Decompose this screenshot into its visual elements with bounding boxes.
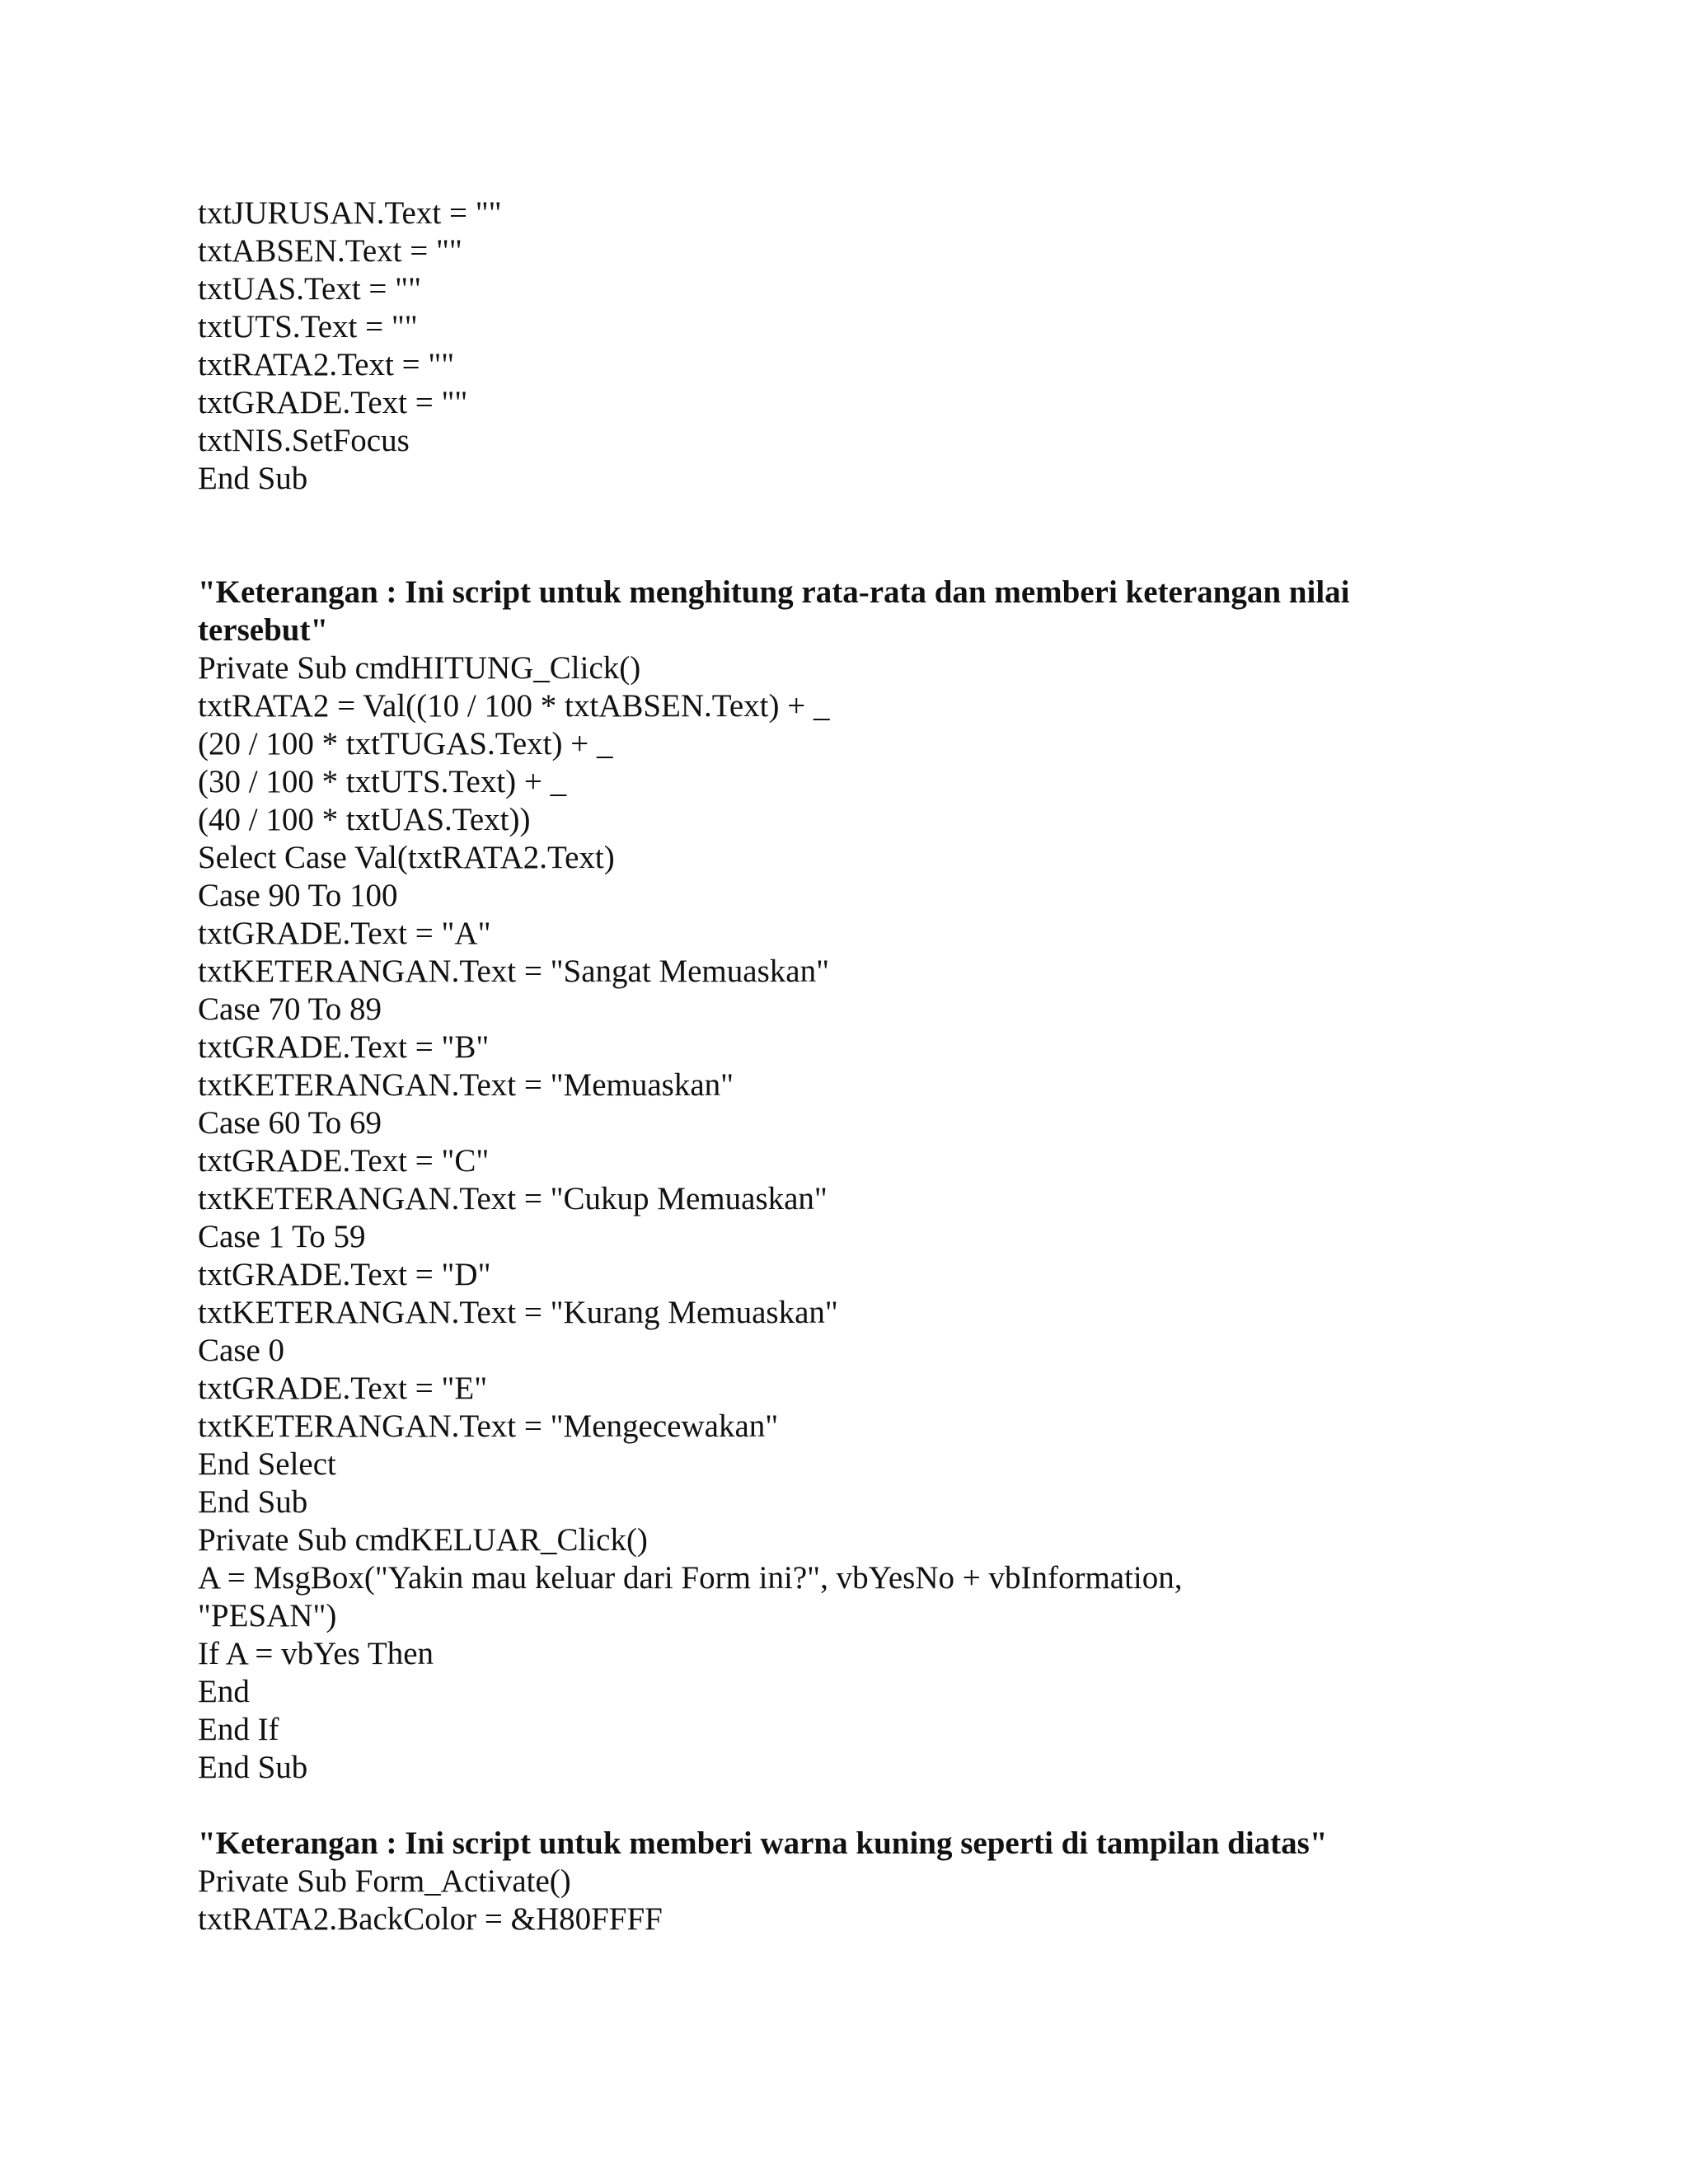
code-line: txtGRADE.Text = "B"	[198, 1029, 490, 1065]
code-line: Case 60 To 69	[198, 1105, 382, 1141]
spacer	[198, 1787, 1409, 1825]
code-line: End Sub	[198, 461, 308, 496]
note-warna: "Keterangan : Ini script untuk memberi warna kuning seperti di tampilan diatas"	[198, 1825, 1328, 1861]
code-line: txtRATA2 = Val((10 / 100 * txtABSEN.Text) + _	[198, 688, 830, 724]
code-line: Private Sub Form_Activate()	[198, 1863, 571, 1899]
code-line: txtJURUSAN.Text = ""	[198, 195, 502, 231]
code-line: Case 0	[198, 1333, 285, 1368]
code-line: txtKETERANGAN.Text = "Kurang Memuaskan"	[198, 1295, 838, 1330]
code-line: txtGRADE.Text = "C"	[198, 1143, 490, 1179]
code-line: A = MsgBox("Yakin mau keluar dari Form ini?", vbYesNo + vbInformation,	[198, 1560, 1183, 1596]
code-line: (30 / 100 * txtUTS.Text) + _	[198, 764, 567, 799]
code-block-reset	[198, 194, 1409, 498]
code-line: Case 70 To 89	[198, 991, 382, 1027]
spacer	[198, 498, 1409, 574]
code-line: If A = vbYes Then	[198, 1636, 434, 1671]
code-line: txtGRADE.Text = ""	[198, 385, 468, 420]
code-line: txtNIS.SetFocus	[198, 423, 410, 458]
code-block-hitung	[198, 649, 1409, 1787]
code-line: txtKETERANGAN.Text = "Cukup Memuaskan"	[198, 1181, 828, 1216]
code-line: txtGRADE.Text = "D"	[198, 1257, 491, 1292]
code-line: txtKETERANGAN.Text = "Mengecewakan"	[198, 1408, 779, 1444]
code-line: End Select	[198, 1446, 336, 1482]
code-listing	[198, 194, 1409, 1938]
code-line: Case 90 To 100	[198, 878, 398, 913]
code-line: "PESAN")	[198, 1598, 337, 1633]
code-line: Private Sub cmdKELUAR_Click()	[198, 1522, 648, 1558]
code-line: Select Case Val(txtRATA2.Text)	[198, 840, 615, 875]
code-line: End	[198, 1674, 250, 1709]
code-line: End Sub	[198, 1750, 308, 1785]
code-line: End Sub	[198, 1484, 308, 1520]
code-line: txtRATA2.Text = ""	[198, 347, 455, 382]
code-line: Case 1 To 59	[198, 1219, 366, 1254]
code-block-activate	[198, 1863, 1409, 1938]
code-line: txtKETERANGAN.Text = "Sangat Memuaskan"	[198, 954, 829, 989]
code-line: txtUTS.Text = ""	[198, 309, 418, 344]
code-line: txtRATA2.BackColor = &H80FFFF	[198, 1901, 663, 1937]
code-line: txtKETERANGAN.Text = "Memuaskan"	[198, 1067, 734, 1103]
code-line: Private Sub cmdHITUNG_Click()	[198, 650, 641, 686]
note-hitung: "Keterangan : Ini script untuk menghitung rata-rata dan memberi keterangan nilai tersebut"	[198, 574, 1350, 648]
code-line: txtGRADE.Text = "E"	[198, 1371, 488, 1406]
code-line: txtUAS.Text = ""	[198, 271, 422, 307]
code-line: txtGRADE.Text = "A"	[198, 916, 491, 951]
code-line: (20 / 100 * txtTUGAS.Text) + _	[198, 726, 613, 762]
code-line: txtABSEN.Text = ""	[198, 233, 462, 269]
code-line: End If	[198, 1712, 279, 1747]
code-line: (40 / 100 * txtUAS.Text))	[198, 802, 531, 837]
